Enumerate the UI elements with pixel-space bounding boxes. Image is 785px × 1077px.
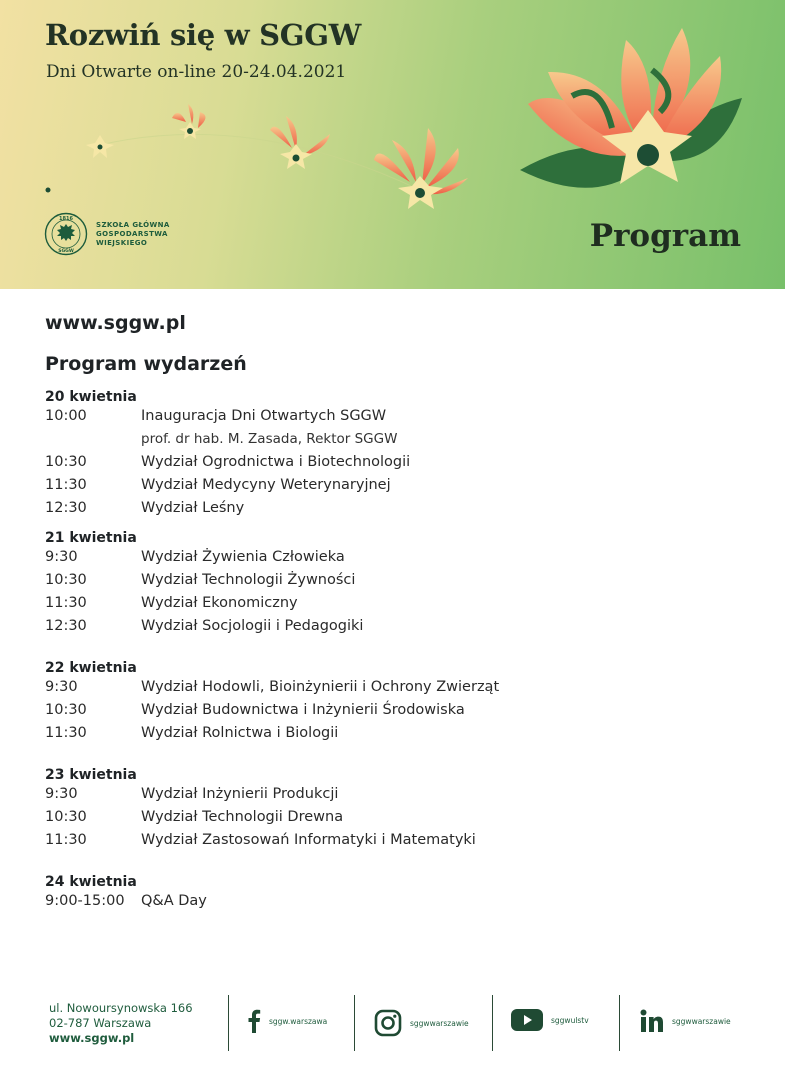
- event-time: 12:30: [45, 500, 87, 516]
- event-row: [45, 676, 745, 699]
- large-flower-icon: [520, 28, 742, 188]
- event-row: [45, 592, 745, 615]
- small-flower-icon: [86, 135, 114, 158]
- event-row: [45, 451, 745, 474]
- event-time: 9:30: [45, 679, 78, 695]
- day-label: 24 kwietnia: [45, 874, 137, 890]
- seal-text: SGGW: [58, 249, 74, 254]
- event-time: 11:30: [45, 477, 87, 493]
- event-row: [45, 783, 745, 806]
- seal-year: 1816: [59, 216, 73, 222]
- logo-line: GOSPODARSTWA: [96, 229, 168, 238]
- logo-line: SZKOŁA GŁÓWNA: [96, 220, 170, 229]
- event-row: [45, 615, 745, 638]
- day-block: [45, 767, 745, 852]
- medium-flower-icon: [374, 128, 468, 209]
- event-subtitle: prof. dr hab. M. Zasada, Rektor SGGW: [141, 431, 398, 447]
- event-title: Wydział Medycyny Weterynaryjnej: [141, 477, 391, 493]
- social-handle: sggwwarszawie: [410, 1018, 469, 1028]
- event-title: Wydział Socjologii i Pedagogiki: [141, 618, 364, 634]
- event-time: 10:30: [45, 572, 87, 588]
- logo-text: [96, 221, 186, 248]
- event-time: 10:00: [45, 408, 87, 424]
- event-title: Wydział Leśny: [141, 500, 245, 516]
- social-handle: sggwwarszawie: [672, 1016, 731, 1026]
- event-title: Wydział Rolnictwa i Biologii: [141, 725, 339, 741]
- day-label: 21 kwietnia: [45, 530, 137, 546]
- event-title: Wydział Żywienia Człowieka: [141, 549, 345, 565]
- event-title: Wydział Hodowli, Bioinżynierii i Ochrony Zwierząt: [141, 679, 500, 695]
- instagram-icon: [374, 1009, 402, 1037]
- day-block: [45, 389, 745, 520]
- divider: [228, 995, 229, 1051]
- event-title: Q&A Day: [141, 893, 207, 909]
- event-row: [45, 428, 745, 451]
- page-title: Rozwiń się w SGGW: [45, 18, 361, 52]
- divider: [492, 995, 493, 1051]
- day-block: [45, 874, 745, 913]
- social-handle: sggwulstv: [551, 1015, 589, 1025]
- event-row: [45, 699, 745, 722]
- logo-line: WIEJSKIEGO: [96, 238, 148, 247]
- day-label: 22 kwietnia: [45, 660, 137, 676]
- event-time: 11:30: [45, 832, 87, 848]
- address-line: ul. Nowoursynowska 166: [49, 1001, 193, 1015]
- social-linkedin[interactable]: [640, 1009, 731, 1033]
- event-time: 12:30: [45, 618, 87, 634]
- day-block: [45, 530, 745, 638]
- event-time: 11:30: [45, 725, 87, 741]
- event-row: [45, 890, 745, 913]
- day-label: 23 kwietnia: [45, 767, 137, 783]
- facebook-icon: [247, 1009, 261, 1033]
- sggw-seal-icon: [44, 212, 88, 256]
- event-time: 10:30: [45, 809, 87, 825]
- address-line: 02-787 Warszawa: [49, 1016, 152, 1030]
- event-time: 10:30: [45, 454, 87, 470]
- event-time: 10:30: [45, 702, 87, 718]
- small-flower-icon: [172, 104, 206, 139]
- event-time: 9:30: [45, 549, 78, 565]
- program-content: [45, 312, 745, 913]
- event-time: 9:00-15:00: [45, 893, 125, 909]
- event-row: [45, 405, 745, 428]
- event-row: [45, 806, 745, 829]
- event-title: Wydział Zastosowań Informatyki i Matematyki: [141, 832, 476, 848]
- event-title: Wydział Ekonomiczny: [141, 595, 298, 611]
- divider: [354, 995, 355, 1051]
- social-youtube[interactable]: [511, 1009, 589, 1031]
- event-title: Inauguracja Dni Otwartych SGGW: [141, 408, 387, 424]
- event-title: Wydział Technologii Żywności: [141, 572, 356, 588]
- event-time: 11:30: [45, 595, 87, 611]
- event-time-empty: [45, 428, 141, 451]
- footer-address: [49, 1001, 193, 1046]
- footer: [0, 995, 785, 1055]
- youtube-icon: [511, 1009, 543, 1031]
- event-row: [45, 497, 745, 520]
- section-title: Program wydarzeń: [45, 353, 247, 375]
- social-instagram[interactable]: [374, 1009, 469, 1037]
- page-subtitle: Dni Otwarte on-line 20-24.04.2021: [46, 62, 347, 82]
- footer-website-link[interactable]: www.sggw.pl: [49, 1031, 135, 1045]
- event-title: Wydział Ogrodnictwa i Biotechnologii: [141, 454, 411, 470]
- event-row: [45, 546, 745, 569]
- event-time: 9:30: [45, 786, 78, 802]
- event-row: [45, 722, 745, 745]
- event-row: [45, 474, 745, 497]
- linkedin-icon: [640, 1009, 664, 1033]
- event-title: Wydział Technologii Drewna: [141, 809, 344, 825]
- day-block: [45, 660, 745, 745]
- sggw-logo: [44, 212, 186, 256]
- event-title: Wydział Budownictwa i Inżynierii Środowiska: [141, 702, 465, 718]
- divider: [619, 995, 620, 1051]
- event-row: [45, 569, 745, 592]
- event-title: Wydział Inżynierii Produkcji: [141, 786, 339, 802]
- header-banner: [0, 0, 785, 289]
- day-label: 20 kwietnia: [45, 389, 137, 405]
- social-facebook[interactable]: [247, 1009, 327, 1033]
- program-label: Program: [589, 218, 741, 254]
- event-row: [45, 829, 745, 852]
- website-link[interactable]: www.sggw.pl: [45, 312, 186, 334]
- social-handle: sggw.warszawa: [269, 1016, 328, 1026]
